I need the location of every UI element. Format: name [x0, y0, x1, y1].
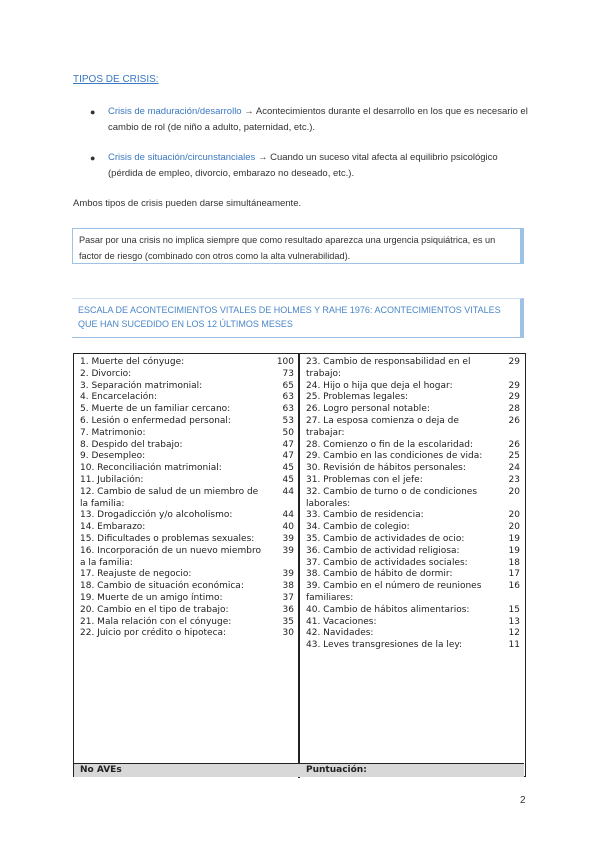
event-label: 30. Revisión de hábitos personales:	[306, 463, 466, 474]
section-title: TIPOS DE CRISIS:	[73, 74, 159, 85]
scale-row	[80, 392, 294, 404]
scale-row	[80, 581, 294, 593]
note-text: Ambos tipos de crisis pueden darse simultáneamente.	[73, 198, 302, 209]
event-points: 15	[508, 604, 520, 615]
event-label: 4. Encarcelación:	[80, 392, 157, 403]
event-label: 35. Cambio de actividades de ocio:	[306, 533, 465, 544]
scale-row	[80, 522, 294, 534]
scale-row	[80, 451, 294, 463]
arrow-icon: →	[244, 106, 254, 117]
event-label: 24. Hijo o hija que deja el hogar:	[306, 380, 453, 391]
event-points: 29	[508, 392, 520, 403]
scale-left-column	[80, 357, 294, 640]
scale-right-column	[306, 357, 520, 652]
event-label: 11. Jubilación:	[80, 474, 144, 485]
bullet-maduracion	[90, 104, 530, 136]
event-points: 12	[508, 628, 520, 639]
scale-row	[80, 357, 294, 369]
event-points: 19	[508, 545, 520, 556]
holmes-rahe-scale	[73, 353, 526, 777]
scale-row	[306, 558, 520, 570]
event-label: 10. Reconciliación matrimonial:	[80, 463, 222, 474]
event-points: 39	[282, 545, 294, 556]
scale-row	[306, 640, 520, 652]
event-points: 26	[508, 415, 520, 426]
bullet-dot-icon: ●	[90, 153, 96, 163]
scale-row	[306, 617, 520, 629]
event-label: 8. Despido del trabajo:	[80, 439, 183, 450]
event-points: 47	[282, 451, 294, 462]
scale-row	[306, 392, 520, 404]
event-label: 38. Cambio de hábito de dormir:	[306, 569, 453, 580]
event-label: 9. Desempleo:	[80, 451, 146, 462]
scale-row	[306, 463, 520, 475]
scale-row	[306, 357, 520, 381]
event-label: 39. Cambio en el número de reuniones familiares:	[306, 581, 482, 603]
scale-row	[80, 428, 294, 440]
event-label: 1. Muerte del cónyuge:	[80, 357, 185, 367]
scale-row	[80, 605, 294, 617]
event-label: 27. La esposa comienza o deja de trabajar:	[306, 415, 459, 438]
event-points: 11	[508, 640, 520, 651]
scale-row	[306, 475, 520, 487]
event-label: 40. Cambio de hábitos alimentarios:	[306, 604, 470, 615]
arrow-icon: →	[257, 152, 268, 163]
event-label: 17. Reajuste de negocio:	[80, 569, 192, 580]
scale-row	[80, 381, 294, 393]
scale-row	[306, 581, 520, 605]
column-divider	[298, 354, 300, 778]
scale-row	[80, 475, 294, 487]
event-label: 16. Incorporación de un nuevo miembro a la familia:	[80, 545, 261, 568]
event-points: 17	[508, 569, 520, 580]
scale-row	[306, 487, 520, 511]
event-points: 28	[508, 404, 520, 415]
scale-row	[80, 416, 294, 428]
event-points: 44	[282, 510, 294, 521]
event-points: 20	[508, 522, 520, 533]
event-label: 20. Cambio en el tipo de trabajo:	[80, 604, 229, 615]
event-points: 44	[282, 486, 294, 497]
event-label: 32. Cambio de turno o de condiciones laborales:	[306, 486, 478, 509]
bullet-situacion	[90, 150, 530, 182]
event-points: 36	[282, 604, 294, 615]
event-points: 53	[282, 415, 294, 426]
scale-row	[306, 628, 520, 640]
event-label: 12. Cambio de salud de un miembro de la familia:	[80, 486, 259, 509]
scale-row	[306, 451, 520, 463]
scale-footer	[74, 763, 524, 777]
scale-row	[80, 546, 294, 570]
event-label: 13. Drogadicción y/o alcoholismo:	[80, 510, 233, 521]
event-label: 5. Muerte de un familiar cercano:	[80, 404, 231, 415]
event-points: 23	[508, 474, 520, 485]
event-points: 63	[282, 392, 294, 403]
bullet-term: Crisis de situación/circunstanciales	[108, 152, 256, 163]
scale-row	[80, 487, 294, 511]
event-label: 2. Divorcio:	[80, 368, 132, 379]
scale-row	[80, 617, 294, 629]
event-points: 29	[508, 380, 520, 391]
event-label: 43. Leves transgresiones de la ley:	[306, 640, 463, 651]
bullet-dot-icon: ●	[90, 107, 96, 117]
event-label: 41. Vacaciones:	[306, 616, 377, 627]
scale-row	[80, 440, 294, 452]
scale-row	[306, 546, 520, 558]
event-label: 6. Lesión o enfermedad personal:	[80, 415, 231, 426]
scale-row	[80, 628, 294, 640]
bullet-text: Cuando un suceso vital afecta al equilibrio psicológico (pérdida de empleo, divorcio, embarazo no deseado, etc.).	[108, 152, 498, 179]
footer-no-aves: No AVEs	[80, 765, 122, 775]
event-points: 73	[282, 368, 294, 379]
event-points: 63	[282, 404, 294, 415]
footer-puntuacion: Puntuación:	[306, 765, 367, 775]
event-points: 26	[508, 439, 520, 450]
event-points: 40	[282, 522, 294, 533]
event-points: 16	[508, 581, 520, 592]
event-label: 3. Separación matrimonial:	[80, 380, 203, 391]
event-points: 37	[282, 592, 294, 603]
event-label: 7. Matrimonio:	[80, 427, 146, 438]
scale-row	[306, 522, 520, 534]
event-label: 34. Cambio de colegio:	[306, 522, 410, 533]
event-label: 26. Logro personal notable:	[306, 404, 430, 415]
scale-row	[306, 534, 520, 546]
event-label: 28. Comienzo o fin de la escolaridad:	[306, 439, 474, 450]
event-label: 23. Cambio de responsabilidad en el trabajo:	[306, 357, 471, 379]
scale-row	[80, 569, 294, 581]
event-points: 24	[508, 463, 520, 474]
event-points: 20	[508, 510, 520, 521]
event-points: 45	[282, 463, 294, 474]
event-points: 39	[282, 533, 294, 544]
event-label: 37. Cambio de actividades sociales:	[306, 557, 468, 568]
event-points: 13	[508, 616, 520, 627]
scale-row	[306, 440, 520, 452]
event-points: 35	[282, 616, 294, 627]
scale-row	[80, 369, 294, 381]
scale-row	[306, 569, 520, 581]
event-points: 25	[508, 451, 520, 462]
event-points: 30	[282, 628, 294, 639]
scale-row	[80, 534, 294, 546]
scale-row	[80, 463, 294, 475]
callout-box: Pasar por una crisis no implica siempre que como resultado aparezca una urgencia psiquiátrica, es un factor de riesgo (combinado con otros como la alta vulnerabilidad).	[72, 228, 524, 264]
event-label: 33. Cambio de residencia:	[306, 510, 424, 521]
scale-heading: ESCALA DE ACONTECIMIENTOS VITALES DE HOLMES Y RAHE 1976: ACONTECIMIENTOS VITALES QUE HAN SUCEDIDO EN LOS 12 ÚLTIMOS MESES	[72, 298, 524, 338]
event-label: 22. Juicio por crédito o hipoteca:	[80, 628, 227, 639]
event-label: 18. Cambio de situación económica:	[80, 581, 244, 592]
event-points: 47	[282, 439, 294, 450]
scale-row	[306, 404, 520, 416]
event-points: 50	[282, 427, 294, 438]
bullet-text: Acontecimientos durante el desarrollo en los que es necesario el cambio de rol (de niño a adulto, paternidad, etc.).	[108, 106, 528, 133]
event-points: 18	[508, 557, 520, 568]
scale-row	[80, 593, 294, 605]
event-label: 15. Dificultades o problemas sexuales:	[80, 533, 255, 544]
event-points: 45	[282, 474, 294, 485]
event-points: 38	[282, 581, 294, 592]
event-points: 100	[276, 357, 294, 367]
event-points: 29	[508, 357, 520, 367]
event-label: 42. Navidades:	[306, 628, 374, 639]
event-label: 14. Embarazo:	[80, 522, 146, 533]
event-label: 19. Muerte de un amigo íntimo:	[80, 592, 223, 603]
scale-row	[80, 510, 294, 522]
scale-row	[80, 404, 294, 416]
event-label: 25. Problemas legales:	[306, 392, 409, 403]
scale-row	[306, 510, 520, 522]
event-points: 20	[508, 486, 520, 497]
bullet-term: Crisis de maduración/desarrollo	[108, 106, 242, 117]
event-points: 65	[282, 380, 294, 391]
scale-row	[306, 381, 520, 393]
event-points: 19	[508, 533, 520, 544]
scale-row	[306, 416, 520, 440]
event-label: 29. Cambio en las condiciones de vida:	[306, 451, 483, 462]
event-points: 39	[282, 569, 294, 580]
scale-row	[306, 605, 520, 617]
event-label: 36. Cambio de actividad religiosa:	[306, 545, 460, 556]
page-number: 2	[520, 795, 526, 806]
event-label: 21. Mala relación con el cónyuge:	[80, 616, 232, 627]
event-label: 31. Problemas con el jefe:	[306, 474, 423, 485]
